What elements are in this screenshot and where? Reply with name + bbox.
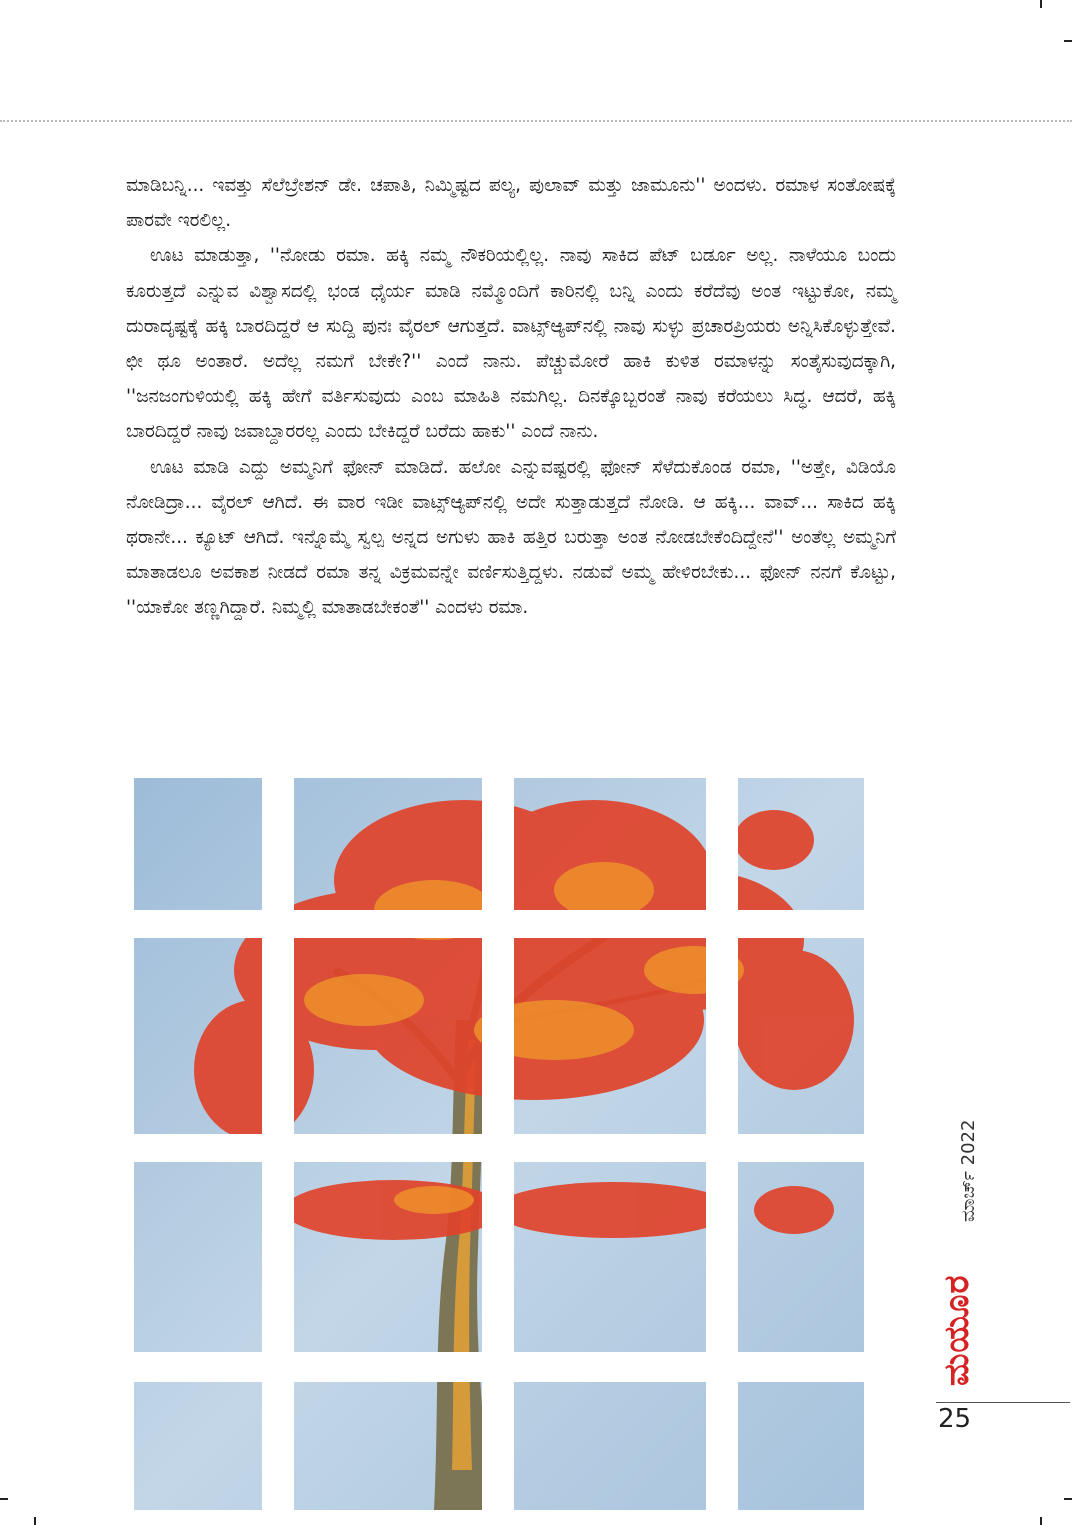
issue-date: ಮಾರ್ಚ್ 2022 bbox=[958, 1119, 979, 1222]
crop-mark bbox=[1040, 0, 1042, 8]
crop-mark bbox=[1040, 1517, 1042, 1525]
article-paragraph: ಮಾಡಿಬನ್ನಿ... ಇವತ್ತು ಸೆಲೆಬ್ರೇಶನ್ ಡೇ. ಚಪಾತಿ, ನಿಮ್ಮಿಷ್ಟದ ಪಲ್ಯ, ಪುಲಾವ್ ಮತ್ತು ಜಾಮೂನು'' ಅಂದಳು. ರಮಾಳ ಸಂತೋಷಕ್ಕೆ ಪಾರವೇ ಇರಲಿಲ್ಲ. bbox=[126, 175, 896, 232]
crop-mark bbox=[1064, 1498, 1072, 1500]
crop-mark bbox=[1064, 40, 1072, 42]
painted-tree-icon bbox=[134, 770, 864, 1510]
crop-mark bbox=[34, 1517, 36, 1525]
tree-illustration bbox=[134, 770, 864, 1510]
article-paragraph: ಊಟ ಮಾಡಿ ಎದ್ದು ಅಮ್ಮನಿಗೆ ಫೋನ್ ಮಾಡಿದೆ. ಹಲೋ ಎನ್ನುವಷ್ಟರಲ್ಲಿ ಫೋನ್ ಸೆಳೆದುಕೊಂಡ ರಮಾ, ''ಅತ್ತೇ, ವಿಡಿಯೊ ನೋಡಿದ್ರಾ... ವೈರಲ್ ಆಗಿದೆ. ಈ ವಾರ ಇಡೀ ವಾಟ್ಸ್‌ಆ್ಯಪ್‌ನಲ್ಲಿ ಅದೇ ಸುತ್ತಾಡುತ್ತದೆ ನೋಡಿ. ಆ ಹಕ್ಕಿ... ವಾವ್... ಸಾಕಿದ ಹಕ್ಕಿ ಥರಾನೇ... ಕ್ಯೂಟ್ ಆಗಿದೆ. ಇನ್ನೊಮ್ಮೆ ಸ್ವಲ್ಪ ಅನ್ನದ ಅಗುಳು ಹಾಕಿ ಹತ್ತಿರ ಬರುತ್ತಾ ಅಂತ ನೋಡಬೇಕೆಂದಿದ್ದೇನೆ'' ಅಂತೆಲ್ಲ ಅಮ್ಮನಿಗೆ ಮಾತಾಡಲೂ ಅವಕಾಶ ನೀಡದೆ ರಮಾ ತನ್ನ ವಿಕ್ರಮವನ್ನೇ ವರ್ಣಿಸುತ್ತಿದ್ದಳು. ನಡುವೆ ಅಮ್ಮ ಹೇಳಿರಬೇಕು... ಫೋನ್ ನನಗೆ ಕೊಟ್ಟು, ''ಯಾಕೋ ತಣ್ಣಗಿದ್ದಾರೆ. ನಿಮ್ಮಲ್ಲಿ ಮಾತಾಡಬೇಕಂತೆ'' ಎಂದಳು ರಮಾ. bbox=[126, 456, 896, 619]
article-body bbox=[126, 168, 896, 626]
article-paragraph: ಊಟ ಮಾಡುತ್ತಾ, ''ನೋಡು ರಮಾ. ಹಕ್ಕಿ ನಮ್ಮ ನೌಕರಿಯಲ್ಲಿಲ್ಲ. ನಾವು ಸಾಕಿದ ಪೆಟ್ ಬರ್ಡೂ ಅಲ್ಲ. ನಾಳೆಯೂ ಬಂದು ಕೂರುತ್ತದೆ ಎನ್ನುವ ವಿಶ್ವಾಸದಲ್ಲಿ ಭಂಡ ಧೈರ್ಯ ಮಾಡಿ ನಮ್ಮೊಂದಿಗೆ ಕಾರಿನಲ್ಲಿ ಬನ್ನಿ ಎಂದು ಕರೆದೆವು ಅಂತ ಇಟ್ಟುಕೋ, ನಮ್ಮ ದುರಾದೃಷ್ಟಕ್ಕೆ ಹಕ್ಕಿ ಬಾರದಿದ್ದರೆ ಆ ಸುದ್ದಿ ಪುನಃ ವೈರಲ್ ಆಗುತ್ತದೆ. ವಾಟ್ಸ್‌ಆ್ಯಪ್‌ನಲ್ಲಿ ನಾವು ಸುಳ್ಳು ಪ್ರಚಾರಪ್ರಿಯರು ಅನ್ನಿಸಿಕೊಳ್ಳುತ್ತೇವೆ. ಛೀ ಥೂ ಅಂತಾರೆ. ಅದೆಲ್ಲ ನಮಗೆ ಬೇಕೇ?'' ಎಂದೆ ನಾನು. ಪೆಚ್ಚುಮೋರೆ ಹಾಕಿ ಕುಳಿತ ರಮಾಳನ್ನು ಸಂತೈಸುವುದಕ್ಕಾಗಿ, ''ಜನಜಂಗುಳಿಯಲ್ಲಿ ಹಕ್ಕಿ ಹೇಗೆ ವರ್ತಿಸುವುದು ಎಂಬ ಮಾಹಿತಿ ನಮಗಿಲ್ಲ. ದಿನಕ್ಕೊಬ್ಬರಂತೆ ನಾವು ಕರೆಯಲು ಸಿದ್ಧ. ಆದರೆ, ಹಕ್ಕಿ ಬಾರದಿದ್ದರೆ ನಾವು ಜವಾಬ್ದಾರರಲ್ಲ ಎಂದು ಬೇಕಿದ್ದರೆ ಬರೆದು ಹಾಕು'' ಎಂದೆ ನಾನು. bbox=[126, 245, 896, 443]
dotted-divider bbox=[0, 120, 1072, 122]
page-number-rule bbox=[936, 1402, 1070, 1403]
crop-mark bbox=[0, 1498, 8, 1500]
page-number: 25 bbox=[938, 1404, 972, 1434]
magazine-logo: ಮಯೂರ bbox=[937, 1274, 977, 1386]
